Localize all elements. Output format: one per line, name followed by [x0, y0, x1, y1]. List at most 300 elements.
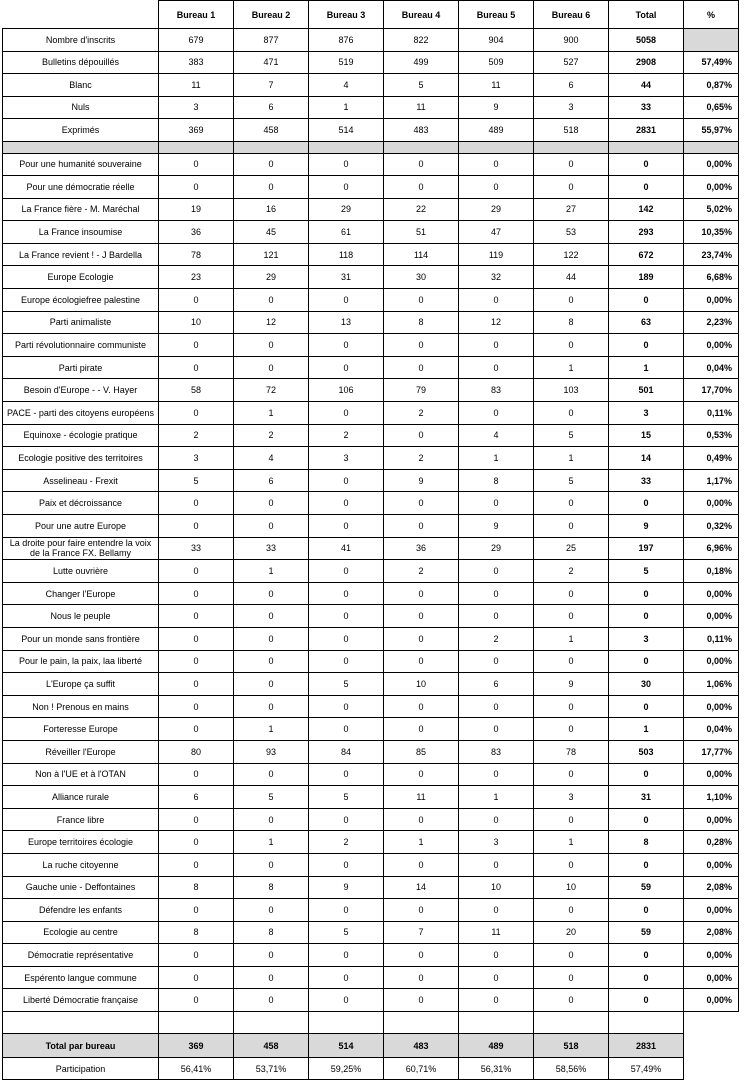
- bureau-cell: 0: [459, 402, 534, 425]
- total-cell: 3: [609, 402, 684, 425]
- summary-row: [3, 96, 739, 119]
- bureau-cell: 0: [309, 808, 384, 831]
- bureau-cell: 1: [459, 786, 534, 809]
- bureau-cell: 0: [159, 356, 234, 379]
- bureau-cell: 4: [459, 424, 534, 447]
- header-row: [3, 1, 739, 29]
- blank-cell: [3, 1012, 159, 1034]
- bureau-cell: 19: [159, 198, 234, 221]
- list-row: [3, 921, 739, 944]
- percent-cell: 0,04%: [684, 356, 739, 379]
- list-row: [3, 695, 739, 718]
- separator-cell: [384, 141, 459, 153]
- column-header: Bureau 1: [159, 1, 234, 29]
- row-label: Parti pirate: [3, 356, 159, 379]
- list-row: [3, 469, 739, 492]
- bureau-cell: 0: [159, 853, 234, 876]
- bureau-cell: 0: [384, 989, 459, 1012]
- bureau-cell: 122: [534, 243, 609, 266]
- bureau-cell: 0: [309, 650, 384, 673]
- bureau-cell: 0: [234, 763, 309, 786]
- row-label: Nombre d'inscrits: [3, 29, 159, 52]
- bureau-cell: 0: [534, 989, 609, 1012]
- bureau-cell: 8: [159, 876, 234, 899]
- row-label: Pour une démocratie réelle: [3, 176, 159, 199]
- bureau-cell: 369: [159, 1034, 234, 1058]
- bureau-cell: 0: [159, 944, 234, 967]
- empty-cell: [684, 1058, 739, 1080]
- list-row: [3, 379, 739, 402]
- bureau-cell: 3: [459, 831, 534, 854]
- separator-cell: [684, 141, 739, 153]
- row-label: Parti révolutionnaire communiste: [3, 334, 159, 357]
- percent-cell: 0,04%: [684, 718, 739, 741]
- row-label: Besoin d'Europe - - V. Hayer: [3, 379, 159, 402]
- percent-cell: 0,00%: [684, 763, 739, 786]
- bureau-cell: 5: [309, 786, 384, 809]
- summary-row: [3, 119, 739, 142]
- bureau-cell: 0: [384, 899, 459, 922]
- bureau-cell: 0: [234, 989, 309, 1012]
- bureau-cell: 5: [534, 424, 609, 447]
- bureau-cell: 0: [159, 153, 234, 176]
- list-row: [3, 492, 739, 515]
- bureau-cell: 51: [384, 221, 459, 244]
- bureau-cell: 1: [534, 447, 609, 470]
- bureau-cell: 0: [459, 989, 534, 1012]
- list-row: [3, 266, 739, 289]
- bureau-cell: 0: [234, 695, 309, 718]
- separator-cell: [159, 141, 234, 153]
- blank-cell: [609, 1012, 684, 1034]
- list-row: [3, 876, 739, 899]
- percent-cell: 10,35%: [684, 221, 739, 244]
- separator-cell: [534, 141, 609, 153]
- bureau-cell: 0: [459, 176, 534, 199]
- bureau-cell: 514: [309, 119, 384, 142]
- percent-cell: 6,68%: [684, 266, 739, 289]
- bureau-cell: 0: [459, 808, 534, 831]
- bureau-cell: 36: [159, 221, 234, 244]
- bureau-cell: 0: [309, 853, 384, 876]
- total-cell: 0: [609, 153, 684, 176]
- row-label: Paix et décroissance: [3, 492, 159, 515]
- row-label: Bulletins dépouillés: [3, 51, 159, 74]
- row-label: Exprimés: [3, 119, 159, 142]
- bureau-cell: 0: [384, 356, 459, 379]
- bureau-cell: 0: [534, 763, 609, 786]
- total-cell: 33: [609, 469, 684, 492]
- bureau-cell: 0: [534, 153, 609, 176]
- bureau-cell: 10: [534, 876, 609, 899]
- bureau-cell: 78: [534, 740, 609, 763]
- separator-cell: [459, 141, 534, 153]
- bureau-cell: 29: [459, 537, 534, 560]
- bureau-cell: 0: [309, 515, 384, 538]
- bureau-cell: 0: [384, 650, 459, 673]
- total-cell: 30: [609, 673, 684, 696]
- bureau-cell: 6: [159, 786, 234, 809]
- results-table: [2, 0, 739, 1080]
- bureau-cell: 0: [234, 853, 309, 876]
- bureau-cell: 30: [384, 266, 459, 289]
- bureau-cell: 8: [234, 876, 309, 899]
- bureau-cell: 0: [159, 176, 234, 199]
- row-label: Alliance rurale: [3, 786, 159, 809]
- bureau-cell: 8: [534, 311, 609, 334]
- column-header: %: [684, 1, 739, 29]
- bureau-cell: 58: [159, 379, 234, 402]
- row-label: Ecologie positive des territoires: [3, 447, 159, 470]
- participation-row: [3, 1058, 739, 1080]
- total-cell: 15: [609, 424, 684, 447]
- bureau-cell: 4: [234, 447, 309, 470]
- bureau-cell: 0: [159, 627, 234, 650]
- list-row: [3, 650, 739, 673]
- list-row: [3, 176, 739, 199]
- bureau-cell: 0: [384, 944, 459, 967]
- row-label: Défendre les enfants: [3, 899, 159, 922]
- bureau-cell: 0: [234, 289, 309, 312]
- bureau-cell: 0: [459, 944, 534, 967]
- bureau-cell: 11: [384, 96, 459, 119]
- total-cell: 0: [609, 492, 684, 515]
- bureau-cell: 0: [309, 899, 384, 922]
- bureau-cell: 118: [309, 243, 384, 266]
- bureau-cell: 2: [384, 560, 459, 583]
- blank-cell: [459, 1012, 534, 1034]
- bureau-cell: 10: [459, 876, 534, 899]
- bureau-cell: 0: [309, 966, 384, 989]
- bureau-cell: 822: [384, 29, 459, 52]
- bureau-cell: 83: [459, 379, 534, 402]
- bureau-cell: 0: [159, 763, 234, 786]
- list-row: [3, 627, 739, 650]
- total-cell: 5: [609, 560, 684, 583]
- bureau-cell: 2: [384, 402, 459, 425]
- bureau-cell: 3: [534, 786, 609, 809]
- bureau-cell: 0: [309, 944, 384, 967]
- bureau-cell: 11: [459, 74, 534, 97]
- list-row: [3, 356, 739, 379]
- bureau-cell: 14: [384, 876, 459, 899]
- row-label: Forteresse Europe: [3, 718, 159, 741]
- total-cell: 1: [609, 718, 684, 741]
- row-label: Pour une humanité souveraine: [3, 153, 159, 176]
- total-cell: 0: [609, 763, 684, 786]
- blank-cell: [159, 1012, 234, 1034]
- bureau-cell: 0: [234, 334, 309, 357]
- total-cell: 3: [609, 627, 684, 650]
- empty-cell: [684, 1034, 739, 1058]
- bureau-cell: 5: [534, 469, 609, 492]
- total-cell: 0: [609, 695, 684, 718]
- bureau-cell: 0: [534, 650, 609, 673]
- bureau-cell: 0: [234, 153, 309, 176]
- total-cell: 0: [609, 289, 684, 312]
- bureau-cell: 0: [534, 899, 609, 922]
- bureau-cell: 6: [534, 74, 609, 97]
- percent-cell: 0,00%: [684, 153, 739, 176]
- list-row: [3, 334, 739, 357]
- bureau-cell: 60,71%: [384, 1058, 459, 1080]
- bureau-cell: 12: [459, 311, 534, 334]
- bureau-cell: 22: [384, 198, 459, 221]
- blank-cell: [684, 1012, 739, 1034]
- row-label: Non à l'UE et à l'OTAN: [3, 763, 159, 786]
- separator-cell: [609, 141, 684, 153]
- bureau-cell: 0: [309, 289, 384, 312]
- row-label: Total par bureau: [3, 1034, 159, 1058]
- list-row: [3, 831, 739, 854]
- bureau-cell: 0: [384, 763, 459, 786]
- bureau-cell: 5: [309, 921, 384, 944]
- bureau-cell: 527: [534, 51, 609, 74]
- bureau-cell: 0: [309, 334, 384, 357]
- bureau-cell: 1: [234, 402, 309, 425]
- bureau-cell: 10: [384, 673, 459, 696]
- row-label: Europe Ecologie: [3, 266, 159, 289]
- bureau-cell: 0: [159, 492, 234, 515]
- bureau-cell: 2: [534, 560, 609, 583]
- bureau-cell: 61: [309, 221, 384, 244]
- bureau-cell: 56,41%: [159, 1058, 234, 1080]
- percent-cell: 0,00%: [684, 492, 739, 515]
- bureau-cell: 3: [309, 447, 384, 470]
- percent-cell: 2,08%: [684, 876, 739, 899]
- bureau-cell: 904: [459, 29, 534, 52]
- bureau-cell: 0: [384, 176, 459, 199]
- total-cell: 142: [609, 198, 684, 221]
- bureau-cell: 519: [309, 51, 384, 74]
- bureau-cell: 33: [159, 537, 234, 560]
- bureau-cell: 0: [459, 718, 534, 741]
- percent-cell: 57,49%: [684, 51, 739, 74]
- percent-cell: 0,53%: [684, 424, 739, 447]
- column-header: Total: [609, 1, 684, 29]
- bureau-cell: 1: [234, 831, 309, 854]
- bureau-cell: 0: [234, 966, 309, 989]
- total-cell: 501: [609, 379, 684, 402]
- row-label: Asselineau - Frexit: [3, 469, 159, 492]
- row-label: Lutte ouvrière: [3, 560, 159, 583]
- bureau-cell: 0: [534, 176, 609, 199]
- bureau-cell: 79: [384, 379, 459, 402]
- row-label: La France insoumise: [3, 221, 159, 244]
- separator-cell: [309, 141, 384, 153]
- bureau-cell: 0: [459, 650, 534, 673]
- list-row: [3, 560, 739, 583]
- row-label: La ruche citoyenne: [3, 853, 159, 876]
- bureau-cell: 9: [309, 876, 384, 899]
- bureau-cell: 2: [234, 424, 309, 447]
- column-header: Bureau 6: [534, 1, 609, 29]
- row-label: PACE - parti des citoyens européens: [3, 402, 159, 425]
- bureau-cell: 458: [234, 119, 309, 142]
- bureau-cell: 121: [234, 243, 309, 266]
- bureau-cell: 2: [159, 424, 234, 447]
- bureau-cell: 29: [234, 266, 309, 289]
- row-label: Nous le peuple: [3, 605, 159, 628]
- bureau-cell: 0: [309, 718, 384, 741]
- bureau-cell: 0: [159, 289, 234, 312]
- bureau-cell: 471: [234, 51, 309, 74]
- total-cell: 1: [609, 356, 684, 379]
- list-row: [3, 989, 739, 1012]
- bureau-cell: 0: [159, 334, 234, 357]
- bureau-cell: 1: [384, 831, 459, 854]
- percent-cell: 0,00%: [684, 605, 739, 628]
- bureau-cell: 58,56%: [534, 1058, 609, 1080]
- total-cell: 672: [609, 243, 684, 266]
- bureau-cell: 0: [159, 966, 234, 989]
- bureau-cell: 0: [234, 673, 309, 696]
- row-label: Parti animaliste: [3, 311, 159, 334]
- bureau-cell: 0: [309, 469, 384, 492]
- bureau-cell: 0: [234, 627, 309, 650]
- percent-cell: 0,11%: [684, 627, 739, 650]
- bureau-cell: 0: [309, 560, 384, 583]
- list-row: [3, 424, 739, 447]
- percent-cell: 2,08%: [684, 921, 739, 944]
- bureau-cell: 0: [459, 695, 534, 718]
- row-label: Pour une autre Europe: [3, 515, 159, 538]
- percent-cell: 1,06%: [684, 673, 739, 696]
- percent-cell: 0,00%: [684, 899, 739, 922]
- bureau-cell: 0: [384, 582, 459, 605]
- percent-cell: 0,00%: [684, 289, 739, 312]
- bureau-cell: 119: [459, 243, 534, 266]
- bureau-cell: 10: [159, 311, 234, 334]
- list-row: [3, 605, 739, 628]
- bureau-cell: 0: [309, 356, 384, 379]
- list-row: [3, 966, 739, 989]
- bureau-cell: 0: [159, 402, 234, 425]
- bureau-cell: 2: [309, 831, 384, 854]
- total-cell: 63: [609, 311, 684, 334]
- list-row: [3, 221, 739, 244]
- row-label: Participation: [3, 1058, 159, 1080]
- bureau-cell: 0: [384, 808, 459, 831]
- bureau-cell: 518: [534, 119, 609, 142]
- bureau-cell: 53,71%: [234, 1058, 309, 1080]
- bureau-cell: 0: [234, 356, 309, 379]
- bureau-cell: 1: [534, 627, 609, 650]
- bureau-cell: 8: [384, 311, 459, 334]
- bureau-cell: 0: [459, 605, 534, 628]
- separator-cell: [3, 141, 159, 153]
- percent-cell: 0,00%: [684, 944, 739, 967]
- summary-row: [3, 51, 739, 74]
- bureau-cell: 47: [459, 221, 534, 244]
- row-label: Changer l'Europe: [3, 582, 159, 605]
- bureau-cell: 0: [309, 695, 384, 718]
- percent-cell: 0,00%: [684, 582, 739, 605]
- bureau-cell: 0: [384, 695, 459, 718]
- bureau-cell: 78: [159, 243, 234, 266]
- bureau-cell: 458: [234, 1034, 309, 1058]
- summary-row: [3, 74, 739, 97]
- bureau-cell: 6: [459, 673, 534, 696]
- bureau-cell: 72: [234, 379, 309, 402]
- percent-cell: 0,65%: [684, 96, 739, 119]
- bureau-cell: 53: [534, 221, 609, 244]
- bureau-cell: 6: [234, 469, 309, 492]
- percent-cell: 55,97%: [684, 119, 739, 142]
- row-label: Europe territoires écologie: [3, 831, 159, 854]
- row-label: La France fière - M. Maréchal: [3, 198, 159, 221]
- percent-cell: 0,00%: [684, 853, 739, 876]
- bureau-cell: 25: [534, 537, 609, 560]
- bureau-cell: 41: [309, 537, 384, 560]
- bureau-cell: 0: [534, 944, 609, 967]
- total-cell: 0: [609, 605, 684, 628]
- bureau-cell: 29: [459, 198, 534, 221]
- total-cell: 0: [609, 944, 684, 967]
- list-row: [3, 402, 739, 425]
- total-cell: 33: [609, 96, 684, 119]
- bureau-cell: 2: [384, 447, 459, 470]
- percent-cell: 0,00%: [684, 695, 739, 718]
- percent-cell: 0,00%: [684, 334, 739, 357]
- bureau-cell: 5: [309, 673, 384, 696]
- total-cell: 0: [609, 808, 684, 831]
- bureau-cell: 1: [534, 356, 609, 379]
- bureau-cell: 514: [309, 1034, 384, 1058]
- row-label: France libre: [3, 808, 159, 831]
- bureau-cell: 489: [459, 1034, 534, 1058]
- bureau-cell: 489: [459, 119, 534, 142]
- blank-cell: [234, 1012, 309, 1034]
- bureau-cell: 679: [159, 29, 234, 52]
- percent-cell: 0,00%: [684, 989, 739, 1012]
- total-cell: 0: [609, 582, 684, 605]
- bureau-cell: 0: [309, 763, 384, 786]
- bureau-cell: 518: [534, 1034, 609, 1058]
- list-row: [3, 808, 739, 831]
- bureau-cell: 3: [159, 96, 234, 119]
- bureau-cell: 29: [309, 198, 384, 221]
- bureau-cell: 12: [234, 311, 309, 334]
- bureau-cell: 8: [159, 921, 234, 944]
- bureau-cell: 0: [309, 402, 384, 425]
- bureau-cell: 11: [159, 74, 234, 97]
- row-label: Gauche unie - Deffontaines: [3, 876, 159, 899]
- bureau-cell: 0: [159, 899, 234, 922]
- total-cell: 0: [609, 176, 684, 199]
- row-label: Blanc: [3, 74, 159, 97]
- bureau-cell: 23: [159, 266, 234, 289]
- percent-cell: 0,00%: [684, 650, 739, 673]
- bureau-cell: 85: [384, 740, 459, 763]
- bureau-cell: 0: [534, 515, 609, 538]
- percent-cell: 0,00%: [684, 966, 739, 989]
- bureau-cell: 0: [309, 582, 384, 605]
- bureau-cell: 56,31%: [459, 1058, 534, 1080]
- bureau-cell: 0: [459, 334, 534, 357]
- bureau-cell: 483: [384, 1034, 459, 1058]
- bureau-cell: 0: [459, 153, 534, 176]
- bureau-cell: 0: [159, 695, 234, 718]
- bureau-cell: 32: [459, 266, 534, 289]
- bureau-cell: 9: [384, 469, 459, 492]
- bureau-cell: 877: [234, 29, 309, 52]
- blank-row: [3, 1012, 739, 1034]
- bureau-cell: 7: [234, 74, 309, 97]
- bureau-cell: 0: [384, 966, 459, 989]
- bureau-cell: 0: [384, 718, 459, 741]
- bureau-cell: 0: [309, 176, 384, 199]
